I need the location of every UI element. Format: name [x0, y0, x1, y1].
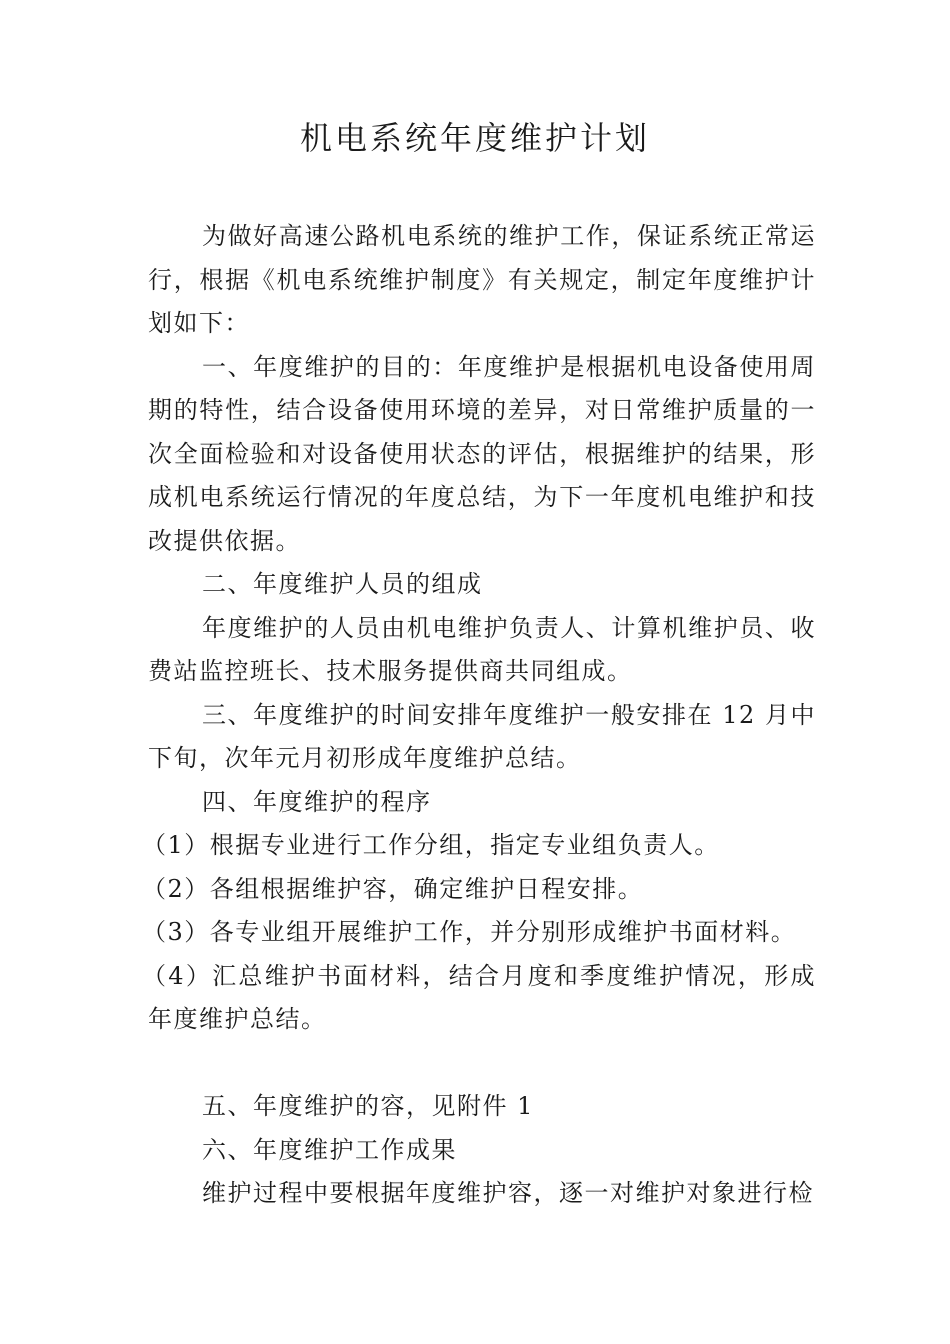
- intro-paragraph: 为做好高速公路机电系统的维护工作，保证系统正常运行，根据《机电系统维护制度》有关规定，制定年度维护计划如下：: [148, 222, 816, 337]
- procedure-item-2: （2）各组根据维护容，确定维护日程安排。: [142, 874, 644, 903]
- section-4-heading: 四、年度维护的程序: [202, 787, 432, 816]
- section-3-schedule: 三、年度维护的时间安排年度维护一般安排在 12 月中下旬，次年元月初形成年度维护总结。: [148, 700, 816, 772]
- procedure-item-3: （3）各专业组开展维护工作，并分别形成维护书面材料。: [142, 918, 797, 946]
- section-6-heading: 六、年度维护工作成果: [202, 1135, 457, 1164]
- procedure-item-1: （1）根据专业进行工作分组，指定专业组负责人。: [142, 831, 720, 859]
- document-body: [142, 215, 816, 1216]
- paragraph-gap: [148, 1042, 816, 1086]
- section-1-purpose: 一、年度维护的目的：年度维护是根据机电设备使用周期的特性，结合设备使用环境的差异，对日常维护质量的一次全面检验和对设备使用状态的评估，根据维护的结果，形成机电系统运行情况的年度总结，为下一年度机电维护和技改提供依据。: [148, 352, 816, 555]
- section-2-heading: 二、年度维护人员的组成: [202, 570, 483, 598]
- document-title: 机电系统年度维护计划: [299, 119, 650, 157]
- section-6-paragraph: 维护过程中要根据年度维护容，逐一对维护对象进行检: [202, 1179, 814, 1207]
- section-2-paragraph: 年度维护的人员由机电维护负责人、计算机维护员、收费站监控班长、技术服务提供商共同组成。: [148, 613, 816, 685]
- procedure-item-4: （4）汇总维护书面材料，结合月度和季度维护情况，形成年度维护总结。: [142, 961, 816, 1033]
- section-5-content: 五、年度维护的容，见附件 1: [202, 1092, 534, 1120]
